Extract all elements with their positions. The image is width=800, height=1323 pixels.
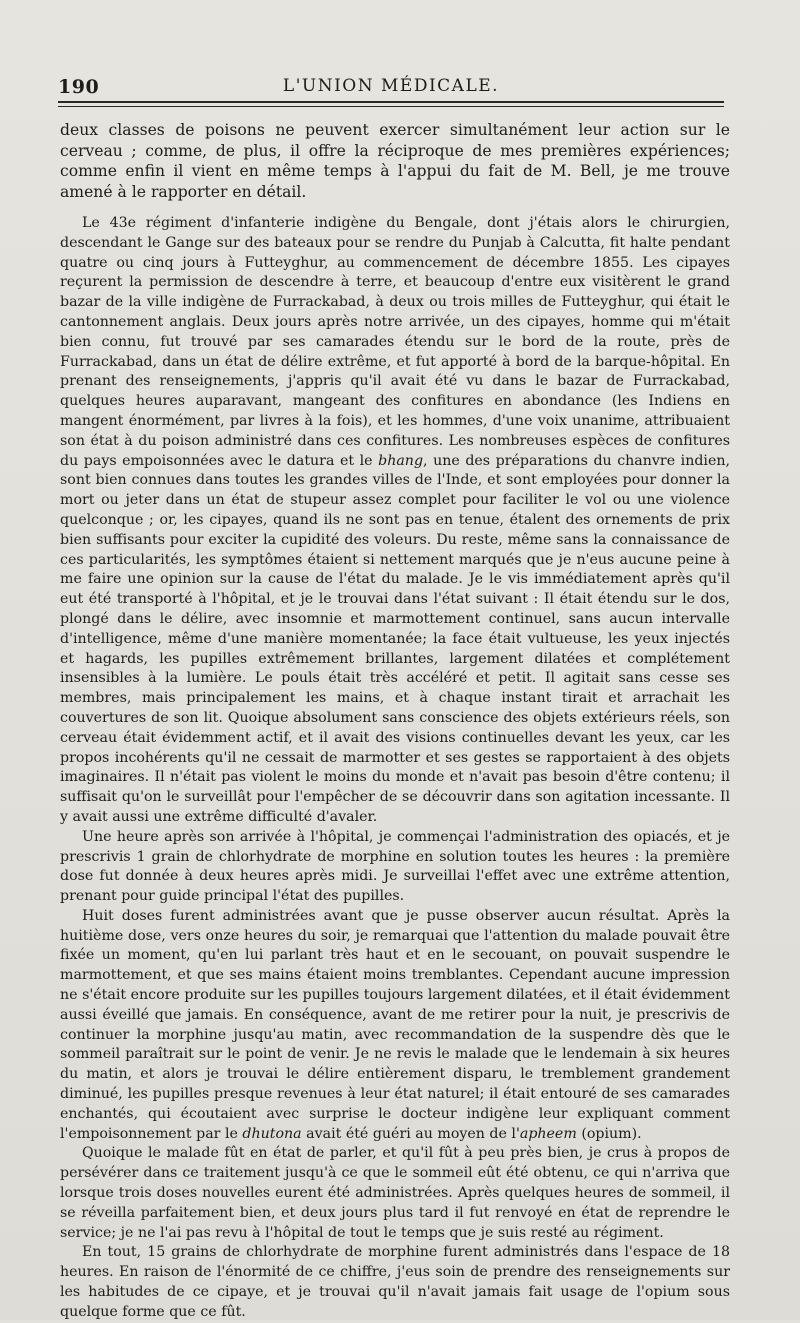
article-body [60, 120, 730, 1323]
header-rule [58, 101, 724, 103]
italic-term-dhutona: dhutona [242, 1125, 302, 1142]
paragraph-text: (opium). [581, 1125, 642, 1142]
paragraph-results [60, 907, 730, 1145]
paragraph-text: avait été guéri au moyen de l' [306, 1125, 520, 1142]
paragraph-text: , une des préparations du chanvre indien, sont bien connues dans toutes les grandes villes de l'Inde, et sont employées pour donner la mort ou jeter dans un état de stupeur assez complet pour faciliter le vol ou une violence quelconque ; or, les cipayes, quand ils ne sont pas en tenue, étalent des ornements de prix bien suffisants pour exciter la cupidité des voleurs. Du reste, même sans la connaissance de ces particularités, les symptômes étaient si nettement marqués que je n'eus aucune peine à me faire une opinion sur la cause de l'état du malade. Je le vis immédiatement après qu'il eut été transporté à l'hôpital, et je le trouvai dans l'état suivant : Il était étendu sur le dos, plongé dans le délire, avec insomnie et marmottement continuel, sans aucun intervalle d'intelligence, même d'une manière momentanée; la face était vultueuse, les yeux injectés et hagards, les pupilles extrêmement brillantes, largement dilatées et complétement insensibles à la lumière. Le pouls était très accéléré et petit. Il agitait sans cesse ses membres, mais principalement les mains, et à chaque instant tirait et arrachait les couvertures de son lit. Quoique absolument sans conscience des objets extérieurs réels, son cerveau était évidemment actif, et il avait des visions continuelles devant les yeux, car les propos incohérents qu'il ne cessait de marmotter et ses gestes se rapportaient à des objets imaginaires. Il n'était pas violent le moins du monde et n'avait pas besoin d'être contenu; il suffisait qu'on le surveillât pour l'empêcher de se découvrir dans son agitation incessante. Il y avait aussi une extrême difficulté d'avaler. [60, 452, 730, 825]
italic-term-bhang: bhang [378, 452, 424, 469]
paragraph-treatment: Une heure après son arrivée à l'hôpital, je commençai l'administration des opiacés, et je prescrivis 1 grain de chlorhydrate de morphine en solution toutes les heures : la première dose fut donnée à deux heures après midi. Je surveillai l'effet avec une extrême attention, prenant pour guide principal l'état des pupilles. [60, 828, 730, 905]
page-number: 190 [58, 76, 100, 98]
paragraph-recovery: Quoique le malade fût en état de parler, et qu'il fût à peu près bien, je crus à propos de persévérer dans ce traitement jusqu'à ce que le sommeil eût été obtenu, ce qui n'arriva que lorsque trois doses nouvelles eurent été administrées. Après quelques heures de sommeil, il se réveilla parfaitement bien, et deux jours plus tard il fut renvoyé en état de reprendre le service; je ne l'ai pas revu à l'hôpital de tout le temps que je suis resté au régiment. [60, 1145, 730, 1241]
italic-term-apheem: apheem [519, 1125, 577, 1142]
paragraph-text: Huit doses furent administrées avant que je pusse observer aucun résultat. Après la huitième dose, vers onze heures du soir, je remarquai que l'attention du malade pouvait être fixée un moment, qu'en lui parlant très haut et en le secouant, on pouvait suspendre le marmottement, et que ses mains étaient moins tremblantes. Cependant aucune impression ne s'était encore produite sur les pupilles toujours largement dilatées, et il était évidemment aussi éveillé que jamais. En conséquence, avant de me retirer pour la nuit, je prescrivis de continuer la morphine jusqu'au matin, avec recommandation de la suspendre dès que le sommeil paraîtrait sur le point de venir. Je ne revis le malade que le lendemain à six heures du matin, et alors je trouvai le délire entièrement disparu, le tremblement grandement diminué, les pupilles presque revenues à leur état naturel; il était entouré de ses camarades enchantés, qui écoutaient avec surprise le docteur indigène leur expliquant comment l'empoisonnement par le [60, 907, 730, 1142]
page-header [58, 70, 724, 98]
paragraph-intro: deux classes de poisons ne peuvent exercer simultanément leur action sur le cerveau ; comme, de plus, il offre la réciproque de mes premières expériences; comme enfin il vient en même temps à l'appui du fait de M. Bell, je me trouve amené à le rapporter en détail. [60, 121, 730, 201]
header-rule-thin [58, 106, 724, 107]
running-title: L'UNION MÉDICALE. [282, 76, 500, 96]
paragraph-total-dose: En tout, 15 grains de chlorhydrate de morphine furent administrés dans l'espace de 18 heures. En raison de l'énormité de ce chiffre, j'eus soin de prendre des renseignements sur les habitudes de ce cipaye, et je trouvai qu'il n'avait jamais fait usage de l'opium sous quelque forme que ce fût. [60, 1244, 730, 1320]
paragraph-text: Le 43e régiment d'infanterie indigène du Bengale, dont j'étais alors le chirurgien, descendant le Gange sur des bateaux pour se rendre du Punjab à Calcutta, fit halte pendant quatre ou cinq jours à Futteyghur, au commencement de décembre 1855. Les cipayes reçurent la permission de descendre à terre, et beaucoup d'entre eux visitèrent le grand bazar de la ville indigène de Furrackabad, à deux ou trois milles de Futteyghur, qui était le cantonnement anglais. Deux jours après notre arrivée, un des cipayes, homme qui m'était bien connu, fut trouvé par ses camarades étendu sur le bord de la route, près de Furrackabad, dans un état de délire extrême, et fut apporté à bord de la barque-hôpital. En prenant des renseignements, j'appris qu'il avait été vu dans le bazar de Furrackabad, quelques heures auparavant, mangeant des confitures en abondance (les Indiens en mangent énormément, par livres à la fois), et les hommes, d'une voix unanime, attribuaient son état à du poison administré dans ces confitures. Les nombreuses espèces de confitures du pays empoisonnées avec le datura et le [60, 215, 730, 469]
paragraph-case-report [60, 214, 730, 828]
